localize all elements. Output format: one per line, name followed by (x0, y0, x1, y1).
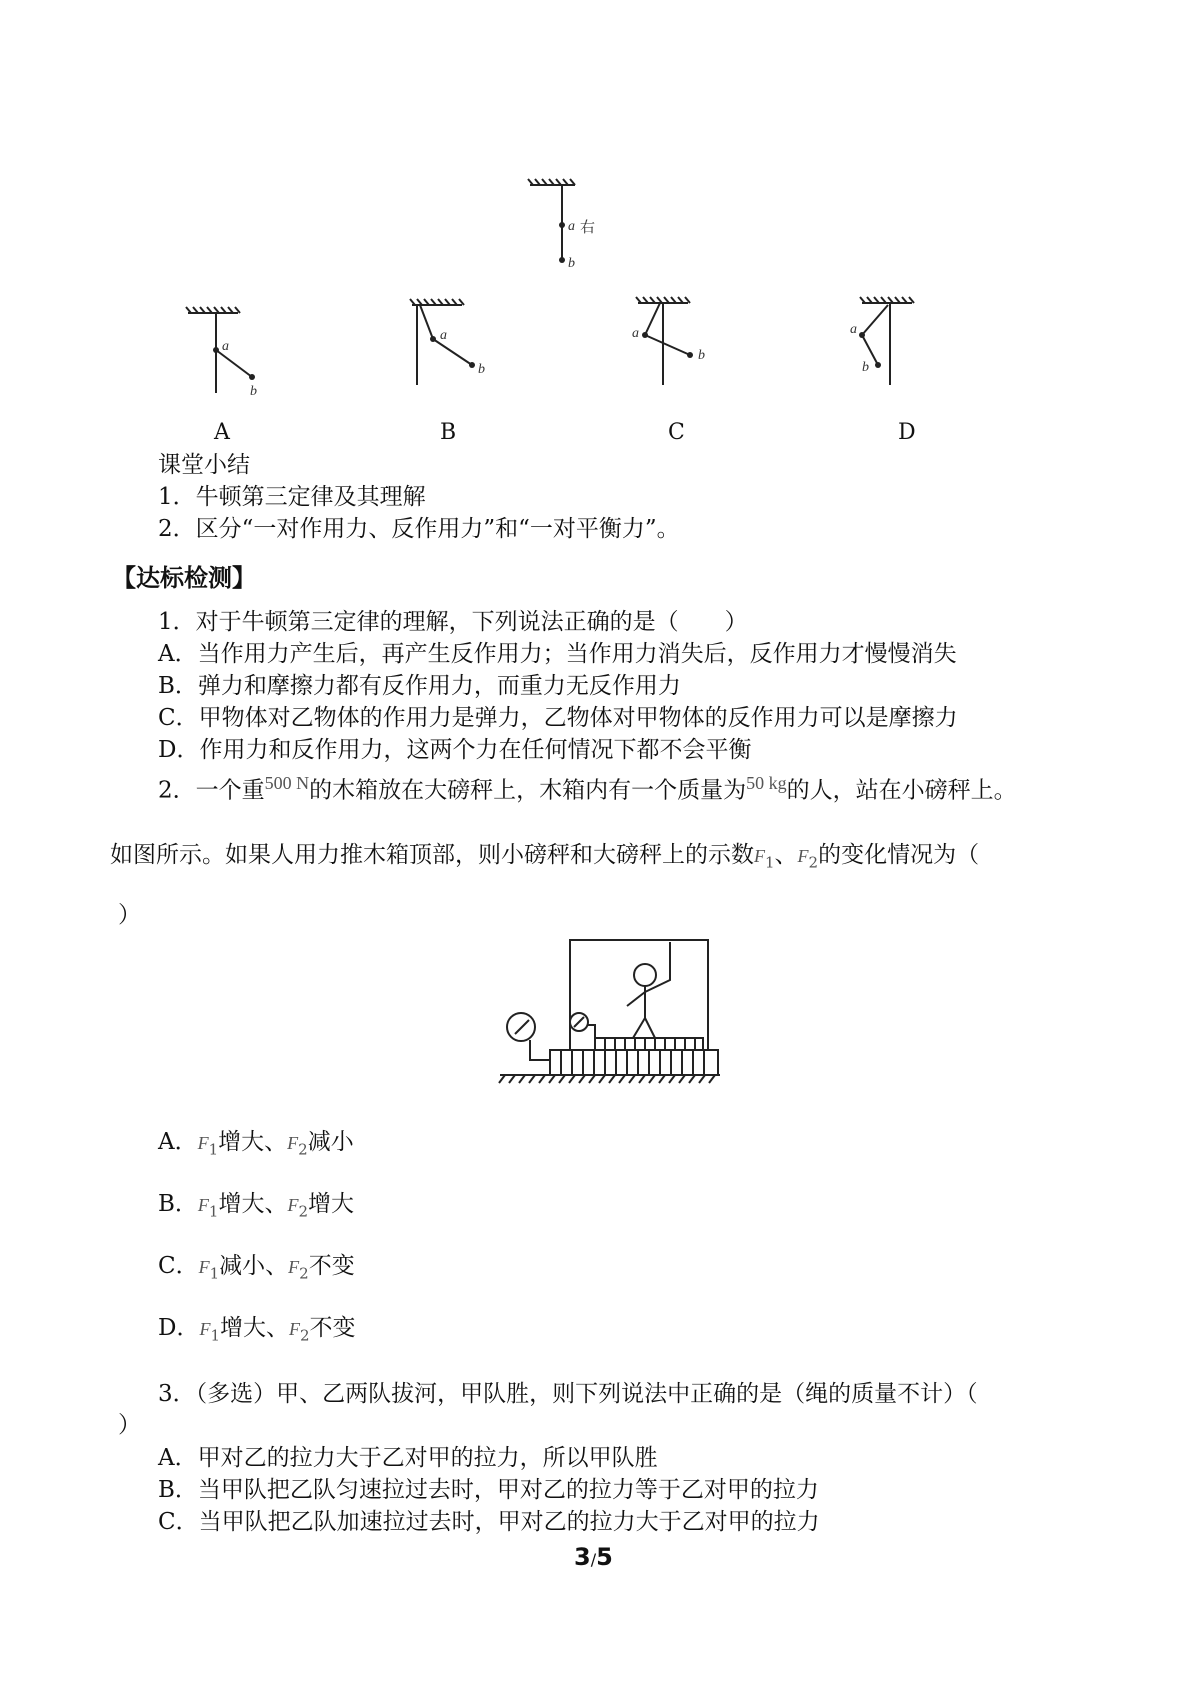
option-label-a: A (214, 420, 230, 445)
svg-text:b: b (478, 362, 485, 377)
q3-option: B．当甲队把乙队匀速拉过去时，甲对乙的拉力等于乙对甲的拉力 (158, 1477, 819, 1503)
summary-title: 课堂小结 (158, 452, 250, 478)
q1-option: A．当作用力产生后，再产生反作用力；当作用力消失后，反作用力才慢慢消失 (158, 641, 957, 667)
q2-stem-line2: 如图所示。如果人用力推木箱顶部，则小磅秤和大磅秤上的示数$F_1$、$F_2$的变化情况为（ (110, 842, 980, 872)
weight-value: 500 N (264, 773, 310, 793)
q3-option: A．甲对乙的拉力大于乙对甲的拉力，所以甲队胜 (158, 1445, 658, 1471)
q3-stem-end: ） (118, 1412, 141, 1438)
q3-option: C．当甲队把乙队加速拉过去时，甲对乙的拉力大于乙对甲的拉力 (158, 1509, 820, 1535)
option-label-b: B (440, 420, 457, 445)
svg-text:b: b (698, 348, 705, 363)
direction-label: 右 (580, 218, 596, 236)
label-b: b (568, 256, 575, 271)
q2-option-a: A．$F_1$增大、$F_2$减小 (158, 1129, 354, 1159)
summary-item: 2．区分“一对作用力、反作用力”和“一对平衡力”。 (158, 516, 680, 542)
option-label-c: C (668, 420, 685, 445)
label-a: a (568, 219, 575, 234)
q2-stem-line3: ） (118, 902, 141, 928)
q2-option-c: C．$F_1$减小、$F_2$不变 (158, 1253, 355, 1283)
mass-value: 50 kg (746, 773, 787, 793)
option-c-diagram (636, 297, 690, 385)
q2-option-b: B．$F_1$增大、$F_2$增大 (158, 1191, 354, 1221)
option-label-d: D (898, 420, 916, 445)
summary-item: 1．牛顿第三定律及其理解 (158, 484, 426, 510)
section-title: 【达标检测】 (112, 563, 256, 592)
svg-text:b: b (250, 384, 257, 399)
svg-text:a: a (440, 328, 447, 343)
q1-option: D．作用力和反作用力，这两个力在任何情况下都不会平衡 (158, 737, 752, 763)
svg-text:b: b (862, 360, 869, 375)
q1-option: B．弹力和摩擦力都有反作用力，而重力无反作用力 (158, 673, 681, 699)
scale-figure (495, 930, 725, 1090)
q3-stem: 3．（多选）甲、乙两队拔河，甲队胜，则下列说法中正确的是（绳的质量不计）（ (158, 1381, 978, 1407)
svg-text:a: a (632, 326, 639, 341)
svg-text:a: a (850, 322, 857, 337)
q2-option-d: D．$F_1$增大、$F_2$不变 (158, 1315, 356, 1345)
q2-stem-line1: 2．一个重$^{500 N}$的木箱放在大磅秤上，木箱内有一个质量为$^{50 kg}$的人，站在小磅秤上。 (158, 773, 1017, 804)
q1-option: C．甲物体对乙物体的作用力是弹力，乙物体对甲物体的反作用力可以是摩擦力 (158, 705, 958, 731)
page-number: 3/5 (574, 1543, 613, 1571)
pendulum-figure (150, 175, 970, 445)
svg-text:a: a (222, 339, 229, 354)
q1-stem: 1．对于牛顿第三定律的理解，下列说法正确的是（ ） (158, 609, 748, 635)
